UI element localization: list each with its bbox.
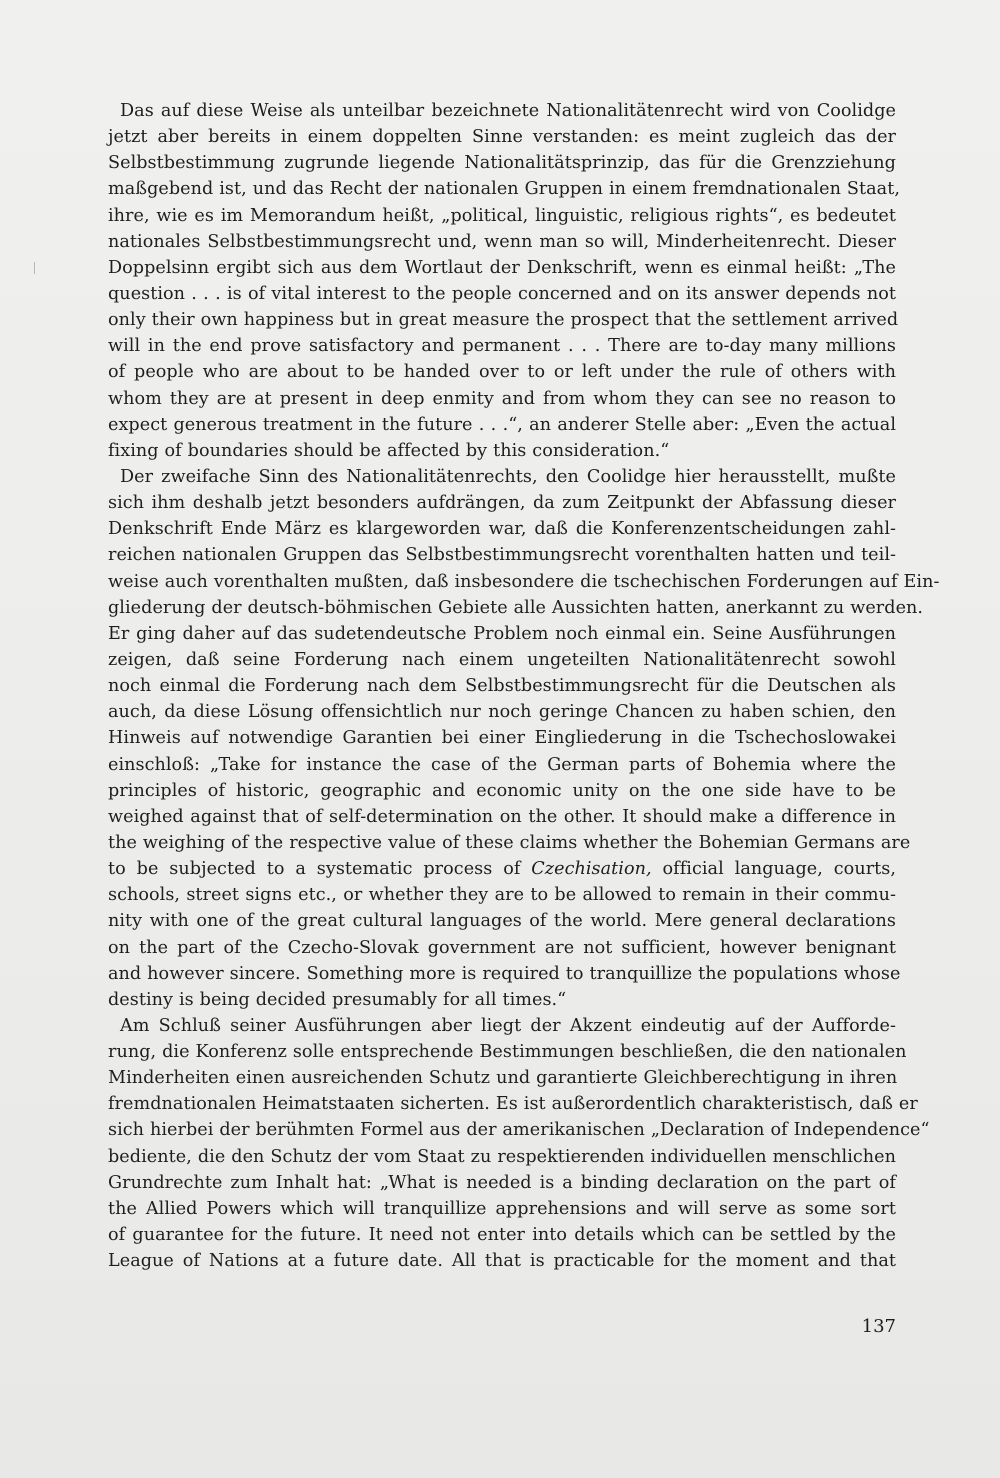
text-line: jetzt aber bereits in einem doppelten Sinne verstanden: es meint zugleich das der <box>108 127 896 148</box>
page-number: 137 <box>861 1316 896 1337</box>
text-line: nity with one of the great cultural languages of the world. Mere general declarations <box>108 911 896 932</box>
text-line: only their own happiness but in great measure the prospect that the settlement arrived <box>108 310 899 331</box>
italic-term: Czechisation, <box>531 859 652 880</box>
text-line: rung, die Konferenz solle entsprechende Bestimmungen beschließen, die den nationalen <box>108 1042 907 1063</box>
text-line: Der zweifache Sinn des Nationalitätenrechts, den Coolidge hier herausstellt, mußte <box>120 466 896 487</box>
text-line: League of Nations at a future date. All that is practicable for the moment and that <box>108 1251 896 1272</box>
text-line: of people who are about to be handed over to or left under the rule of others with <box>108 362 896 383</box>
text-line: weise auch vorenthalten mußten, daß insbesondere die tschechischen Forderungen auf Ein- <box>108 571 940 592</box>
text-line: sich hierbei der berühmten Formel aus der amerikanischen „Declaration of Independence“ <box>108 1120 930 1141</box>
text-line: maßgebend ist, und das Recht der nationalen Gruppen in einem fremdnationalen Staat, <box>108 179 900 200</box>
text-line: Minderheiten einen ausreichenden Schutz und garantierte Gleichberechtigung in ihren <box>108 1068 898 1089</box>
text-line: Am Schluß seiner Ausführungen aber liegt der Akzent eindeutig auf der Aufforde- <box>120 1015 896 1036</box>
text-segment: official language, courts, <box>651 859 897 880</box>
text-line: schools, street signs etc., or whether they are to be allowed to remain in their commu- <box>108 885 896 906</box>
text-line: Er ging daher auf das sudetendeutsche Problem noch einmal ein. Seine Ausführungen <box>108 623 896 644</box>
text-line: whom they are at present in deep enmity and from whom they can see no reason to <box>108 388 896 409</box>
text-line: zeigen, daß seine Forderung nach einem ungeteilten Nationalitätenrecht sowohl <box>108 649 896 670</box>
text-line: fixing of boundaries should be affected by this consideration.“ <box>108 440 670 461</box>
text-line: noch einmal die Forderung nach dem Selbstbestimmungsrecht für die Deutschen als <box>108 676 896 697</box>
body-text <box>108 98 940 1274</box>
scan-margin-mark <box>34 262 35 274</box>
text-line: destiny is being decided presumably for all times.“ <box>108 989 567 1010</box>
text-line: Das auf diese Weise als unteilbar bezeichnete Nationalitätenrecht wird von Coolidge <box>120 101 896 121</box>
text-line: einschloß: „Take for instance the case of the German parts of Bohemia where the <box>108 754 896 775</box>
text-line <box>108 856 896 882</box>
text-line: bediente, die den Schutz der vom Staat zu respektierenden individuellen menschlichen <box>108 1146 896 1167</box>
text-line: and however sincere. Something more is required to tranquillize the populations whose <box>108 963 901 984</box>
text-line: Selbstbestimmung zugrunde liegende Nationalitätsprinzip, das für die Grenzziehung <box>108 153 896 174</box>
text-line: on the part of the Czecho-Slovak government are not sufficient, however benignant <box>108 937 896 958</box>
text-line: Denkschrift Ende März es klargeworden war, daß die Konferenzentscheidungen zahl- <box>108 519 896 540</box>
text-line: principles of historic, geographic and economic unity on the one side have to be <box>108 780 896 801</box>
text-line: ihre, wie es im Memorandum heißt, „political, linguistic, religious rights“, es bedeutet <box>108 205 896 226</box>
text-line: reichen nationalen Gruppen das Selbstbestimmungsrecht vorenthalten hatten und teil- <box>108 545 896 566</box>
text-line: weighed against that of self-determination on the other. It should make a difference in <box>108 806 896 827</box>
text-line: auch, da diese Lösung offensichtlich nur noch geringe Chancen zu haben schien, den <box>108 702 896 723</box>
text-line: question . . . is of vital interest to the people concerned and on its answer depends not <box>108 283 896 304</box>
text-line: of guarantee for the future. It need not enter into details which can be settled by the <box>108 1225 896 1246</box>
text-line: Grundrechte zum Inhalt hat: „What is needed is a binding declaration on the part of <box>108 1172 896 1193</box>
text-line: will in the end prove satisfactory and permanent . . . There are to-day many millions <box>108 336 896 357</box>
text-line: Doppelsinn ergibt sich aus dem Wortlaut der Denkschrift, wenn es einmal heißt: „The <box>108 257 896 278</box>
text-line: the weighing of the respective value of these claims whether the Bohemian Germans are <box>108 832 911 853</box>
text-segment: to be subjected to a systematic process of <box>108 859 532 880</box>
text-line: sich ihm deshalb jetzt besonders aufdrängen, da zum Zeitpunkt der Abfassung dieser <box>108 493 896 514</box>
text-line: fremdnationalen Heimatstaaten sicherten. Es ist außerordentlich charakteristisch, daß er <box>108 1094 918 1115</box>
text-line: expect generous treatment in the future . . .“, an anderer Stelle aber: „Even the actual <box>108 414 896 435</box>
text-line: gliederung der deutsch-böhmischen Gebiete alle Aussichten hatten, anerkannt zu werden. <box>108 597 924 618</box>
text-line: nationales Selbstbestimmungsrecht und, wenn man so will, Minderheitenrecht. Dieser <box>108 231 896 252</box>
text-line: the Allied Powers which will tranquillize apprehensions and will serve as some sort <box>108 1198 896 1219</box>
text-line: Hinweis auf notwendige Garantien bei einer Eingliederung in die Tschechoslowakei <box>108 728 896 749</box>
